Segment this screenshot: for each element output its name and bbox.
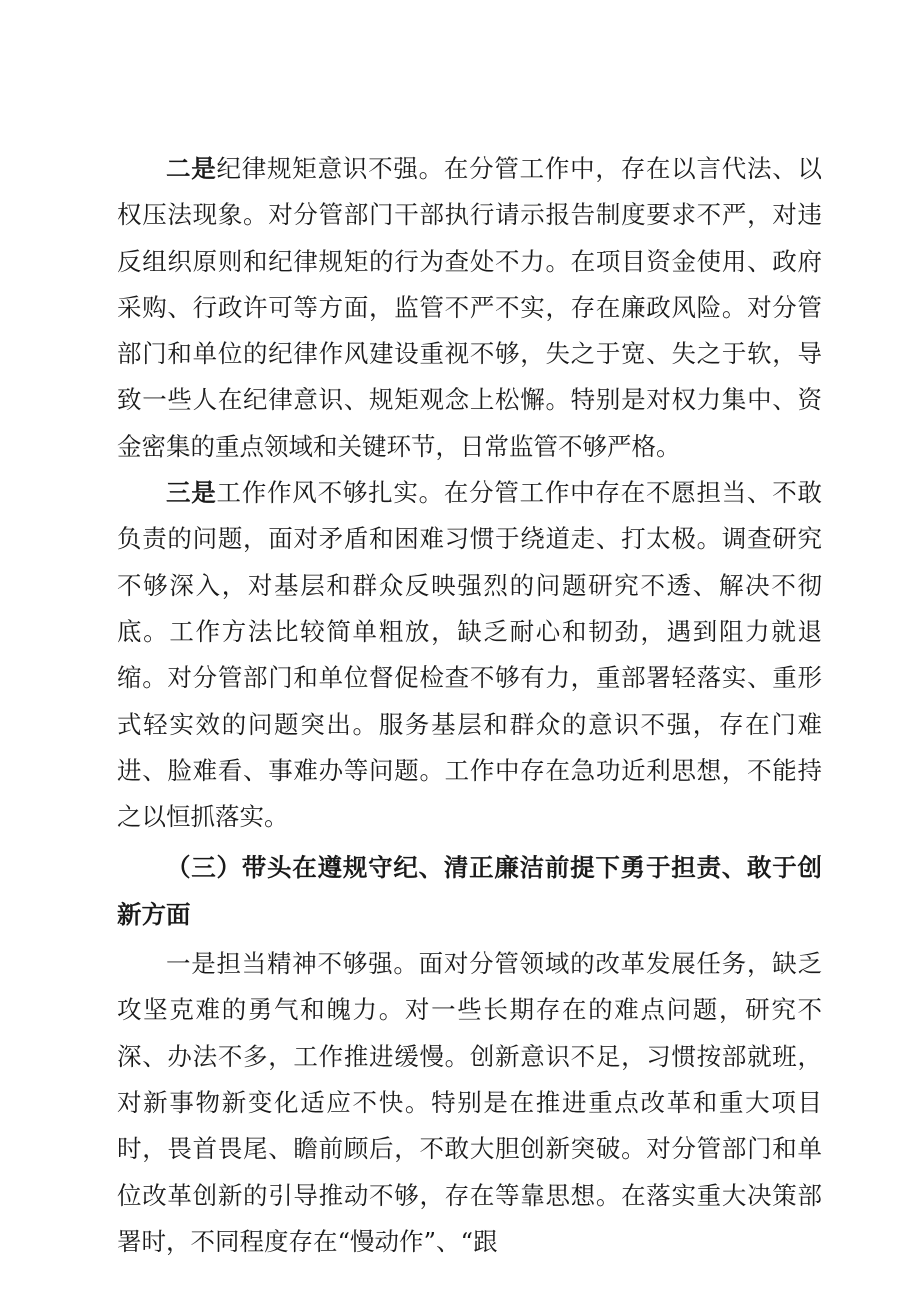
paragraph-responsibility [117, 941, 822, 1265]
paragraph-lead: 三是 [166, 478, 217, 508]
paragraph-discipline [117, 146, 822, 470]
paragraph-lead: 二是 [166, 154, 217, 183]
paragraph-text: 工作作风不够扎实。在分管工作中存在不愿担当、不敢负责的问题，面对矛盾和困难习惯于绕道走、打太极。调查研究不够深入，对基层和群众反映强烈的问题研究不透、解决不彻底。工作方法比较简单粗放，缺乏耐心和韧劲，遇到阻力就退缩。对分管部门和单位督促检查不够有力，重部署轻落实、重形式轻实效的问题突出。服务基层和群众的意识不强，存在门难进、脸难看、事难办等问题。工作中存在急功近利思想，不能持之以恒抓落实。 [117, 478, 823, 832]
document-body [117, 146, 822, 1265]
paragraph-text: 一是担当精神不够强。面对分管领域的改革发展任务，缺乏攻坚克难的勇气和魄力。对一些长期存在的难点问题，研究不深、办法不多，工作推进缓慢。创新意识不足，习惯按部就班，对新事物新变化适应不快。特别是在推进重点改革和重大项目时，畏首畏尾、瞻前顾后，不敢大胆创新突破。对分管部门和单位改革创新的引导推动不够，存在等靠思想。在落实重大决策部署时，不同程度存在“慢动作”、“跟 [117, 949, 822, 1256]
section-heading: （三）带头在遵规守纪、清正廉洁前提下勇于担责、敢于创新方面 [117, 853, 822, 929]
paragraph-text: 纪律规矩意识不强。在分管工作中，存在以言代法、以权压法现象。对分管部门干部执行请示报告制度要求不严，对违反组织原则和纪律规矩的行为查处不力。在项目资金使用、政府采购、行政许可等方面，监管不严不实，存在廉政风险。对分管部门和单位的纪律作风建设重视不够，失之于宽、失之于软，导致一些人在纪律意识、规矩观念上松懈。特别是对权力集中、资金密集的重点领域和关键环节，日常监管不够严格。 [117, 154, 823, 461]
paragraph-work-style [117, 470, 822, 840]
